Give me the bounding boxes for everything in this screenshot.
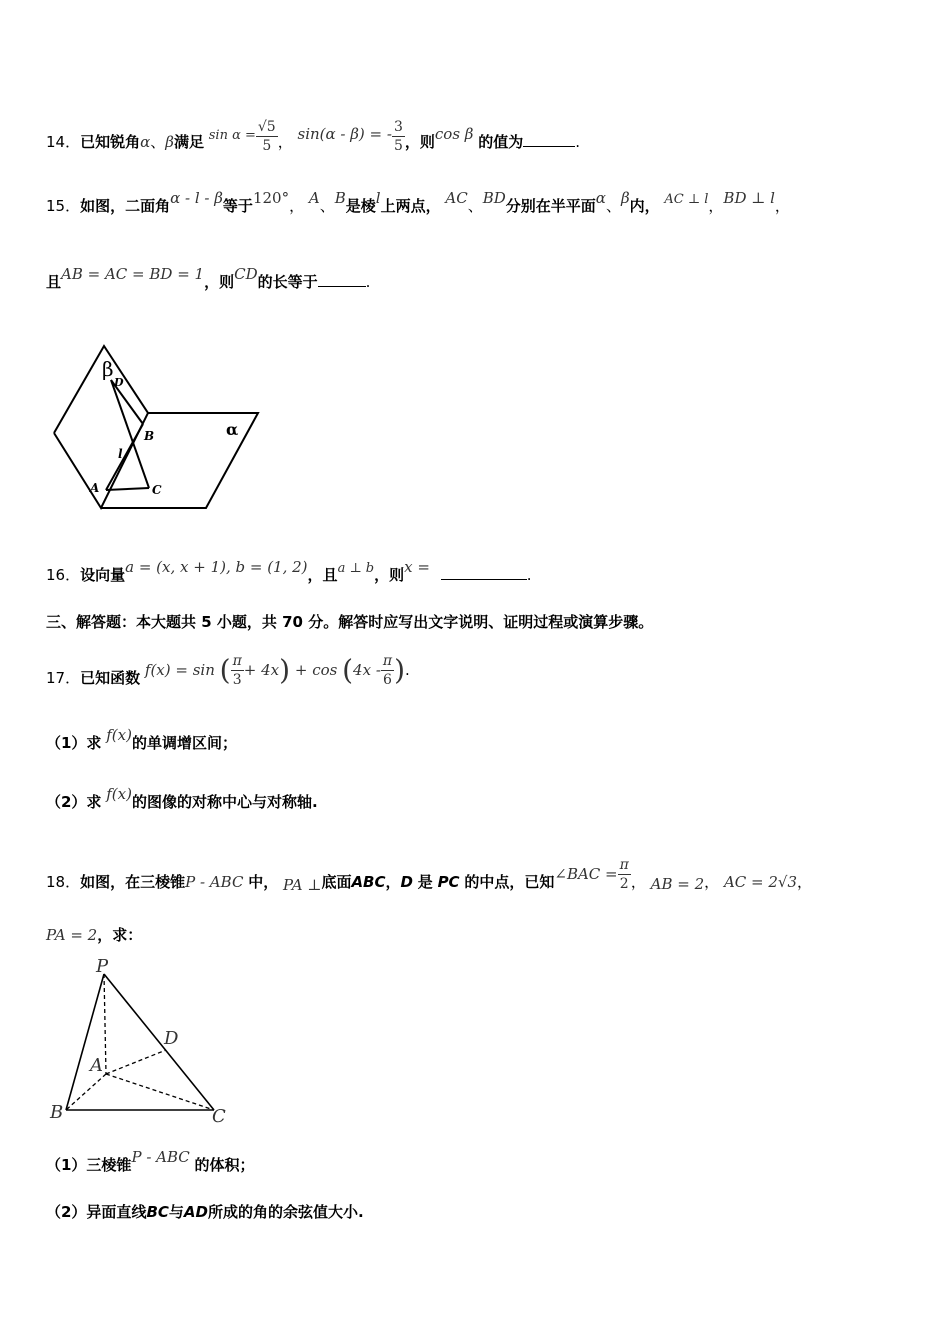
q14-number: 14． bbox=[46, 133, 81, 151]
q14-text: 已知锐角 bbox=[80, 133, 141, 151]
q14-text4: 的值为 bbox=[478, 133, 524, 151]
edge-ad bbox=[106, 1050, 166, 1074]
q17-pluscos: + cos bbox=[294, 661, 338, 679]
q14-text3: ，则 bbox=[404, 133, 435, 151]
q17-plus4x: + 4x bbox=[243, 661, 280, 679]
edge-pb bbox=[66, 974, 104, 1110]
q14-comma: ， bbox=[277, 133, 293, 151]
q18-pc: PC bbox=[437, 873, 460, 891]
q17-text: 已知函数 bbox=[80, 669, 141, 687]
q17-fx: f(x) = sin bbox=[144, 661, 215, 679]
q15-sep2: 、 bbox=[467, 197, 483, 215]
edge-ac bbox=[106, 1074, 214, 1110]
q18-part2 bbox=[46, 1202, 364, 1222]
q15-edge-l: l bbox=[375, 189, 381, 207]
question-14 bbox=[46, 119, 581, 161]
q18-ab: AB = 2 bbox=[650, 875, 705, 893]
q15-angle: 120° bbox=[252, 189, 290, 207]
q17-p2-fx: f(x) bbox=[106, 785, 132, 803]
label-b: B bbox=[50, 1102, 64, 1123]
q18-bc: BC bbox=[146, 1203, 169, 1221]
label-l: l bbox=[118, 447, 123, 461]
q15-answer-blank[interactable] bbox=[318, 272, 366, 287]
question-15-line2 bbox=[46, 265, 371, 292]
q15-text7: 且 bbox=[46, 273, 62, 291]
segment-ac bbox=[106, 488, 149, 490]
edge-pc bbox=[104, 974, 214, 1110]
q18-p1-label: （1）三棱锥 bbox=[46, 1156, 132, 1174]
q18-abc: ABC bbox=[351, 873, 386, 891]
q15-dihedral: α - l - β bbox=[170, 189, 223, 207]
q15-sep: 、 bbox=[319, 197, 335, 215]
q14-sin-alpha: sin α = bbox=[208, 128, 256, 143]
q18-comma3: ， bbox=[797, 873, 813, 891]
q18-text7: ，求： bbox=[97, 926, 143, 944]
q14-beta: β bbox=[165, 133, 174, 151]
label-b: B bbox=[144, 429, 155, 443]
q17-end: . bbox=[405, 661, 410, 679]
q16-number: 16． bbox=[46, 566, 81, 584]
q15-text6: 内， bbox=[629, 197, 660, 215]
q18-text: 如图，在三棱锥 bbox=[80, 873, 186, 891]
q18-comma2: ， bbox=[704, 873, 720, 891]
q17-paren-close2: ) bbox=[394, 653, 406, 687]
q18-pa-eq: PA = 2 bbox=[46, 926, 98, 944]
q14-sin-ab: sin(α - β) = - bbox=[297, 125, 392, 143]
q17-p1-fx: f(x) bbox=[106, 726, 132, 744]
q16-text: 设向量 bbox=[80, 566, 126, 584]
q17-p2-text: 的图像的对称中心与对称轴. bbox=[131, 793, 318, 811]
edge-pa bbox=[104, 974, 106, 1074]
q15-bd-perp: BD ⊥ l bbox=[723, 189, 775, 207]
q18-text3: 底面 bbox=[321, 873, 352, 891]
label-a: A bbox=[90, 1055, 103, 1076]
tetrahedron-figure bbox=[46, 954, 236, 1126]
q18-number: 18． bbox=[46, 873, 81, 891]
q18-p1-math: P - ABC bbox=[131, 1148, 190, 1166]
q17-p2-label: （2）求 bbox=[46, 793, 102, 811]
q17-part1 bbox=[46, 726, 237, 753]
q17-fourx: 4x - bbox=[353, 661, 381, 679]
label-c: C bbox=[212, 1106, 226, 1126]
q14-frac-sqrt5: $\frac{√5}{5}$ bbox=[257, 119, 276, 154]
label-a: A bbox=[90, 481, 100, 495]
q15-text3: 是棱 bbox=[345, 197, 376, 215]
q18-ac: AC = 2√3 bbox=[723, 873, 797, 891]
question-18 bbox=[46, 857, 813, 901]
section-3-heading: 三、解答题：本大题共 5 小题，共 70 分。解答时应写出文字说明、证明过程或演算步骤。 bbox=[46, 613, 654, 631]
q15-text8: ，则 bbox=[204, 273, 235, 291]
q15-text5: 分别在半平面 bbox=[505, 197, 596, 215]
label-d: D bbox=[114, 376, 124, 389]
question-18-line2 bbox=[46, 925, 142, 945]
q18-comma1: ， bbox=[630, 873, 646, 891]
q15-bd: BD bbox=[482, 189, 506, 207]
label-beta: β bbox=[102, 357, 114, 381]
q17-part2 bbox=[46, 785, 318, 812]
q15-text9: 的长等于 bbox=[257, 273, 318, 291]
q18-ad: AD bbox=[183, 1203, 208, 1221]
q15-equation: AB = AC = BD = 1 bbox=[61, 265, 205, 283]
q14-answer-blank[interactable] bbox=[523, 132, 575, 147]
q18-pabc: P - ABC bbox=[185, 873, 244, 891]
q15-alpha: α bbox=[595, 189, 606, 207]
q16-x-eq: x = bbox=[404, 558, 430, 576]
q17-number: 17． bbox=[46, 669, 81, 687]
q14-sep: 、 bbox=[150, 133, 166, 151]
q15-sep3: 、 bbox=[605, 197, 621, 215]
q18-text2: 中， bbox=[248, 873, 279, 891]
q15-comma3: ， bbox=[774, 197, 790, 215]
label-alpha: α bbox=[226, 420, 239, 439]
q15-end: . bbox=[365, 273, 371, 291]
q15-ac: AC bbox=[445, 189, 468, 207]
q18-yu: 与 bbox=[168, 1203, 184, 1221]
q15-ac-perp: AC ⊥ l bbox=[664, 192, 709, 207]
q15-beta: β bbox=[620, 189, 630, 207]
question-16 bbox=[46, 558, 532, 587]
q18-text4: ， bbox=[385, 873, 401, 891]
q14-alpha: α bbox=[140, 133, 151, 151]
q17-p1-label: （1）求 bbox=[46, 734, 102, 752]
q18-angle-bac: ∠BAC = bbox=[554, 865, 618, 883]
label-p: P bbox=[96, 956, 109, 977]
q16-answer-blank[interactable] bbox=[441, 565, 527, 580]
q16-perp: a ⊥ b bbox=[337, 561, 375, 576]
q18-frac-pi2: $\frac{\pi}{2}$ bbox=[619, 857, 629, 892]
q17-p1-text: 的单调增区间； bbox=[131, 734, 237, 752]
plane-beta-outline bbox=[54, 346, 148, 508]
edge-ab bbox=[66, 1074, 106, 1110]
q17-paren-close: ) bbox=[279, 653, 291, 687]
question-17 bbox=[46, 652, 410, 692]
q18-p2-text: 所成的角的余弦值大小. bbox=[207, 1203, 364, 1221]
q14-cos-beta: cos β bbox=[434, 125, 474, 143]
q15-comma2: ， bbox=[708, 197, 724, 215]
q17-paren-open2: ( bbox=[342, 653, 354, 687]
q18-part1 bbox=[46, 1148, 255, 1175]
q16-text3: ，则 bbox=[374, 566, 405, 584]
q16-text2: ，且 bbox=[307, 566, 338, 584]
q15-number: 15． bbox=[46, 197, 81, 215]
q14-end: . bbox=[575, 133, 581, 151]
q18-pa-perp: PA ⊥ bbox=[283, 876, 322, 894]
label-c: C bbox=[152, 483, 162, 497]
q15-point-a: A bbox=[308, 189, 320, 207]
dihedral-figure bbox=[46, 338, 266, 516]
q17-paren-open: ( bbox=[219, 653, 231, 687]
q18-text6: 的中点，已知 bbox=[464, 873, 555, 891]
q15-point-b: B bbox=[334, 189, 346, 207]
q16-end: . bbox=[526, 566, 532, 584]
label-d: D bbox=[164, 1028, 179, 1049]
q15-comma1: ， bbox=[289, 197, 305, 215]
q18-d: D bbox=[400, 873, 413, 891]
q15-text2: 等于 bbox=[222, 197, 253, 215]
q15-cd: CD bbox=[234, 265, 258, 283]
question-15 bbox=[46, 189, 790, 218]
q15-text4: 上两点， bbox=[380, 197, 441, 215]
q15-text: 如图，二面角 bbox=[80, 197, 171, 215]
q14-text2: 满足 bbox=[173, 133, 204, 151]
q14-frac-3-5: $\frac{3}{5}$ bbox=[393, 119, 403, 154]
q17-frac-pi3: $\frac{\pi}{3}$ bbox=[232, 653, 242, 688]
q18-p1-text: 的体积； bbox=[194, 1156, 255, 1174]
q18-p2-label: （2）异面直线 bbox=[46, 1203, 147, 1221]
q17-frac-pi6: $\frac{\pi}{6}$ bbox=[382, 653, 393, 688]
q18-text5: 是 bbox=[417, 873, 433, 891]
q16-vectors: a = (x, x + 1), b = (1, 2) bbox=[125, 558, 308, 576]
